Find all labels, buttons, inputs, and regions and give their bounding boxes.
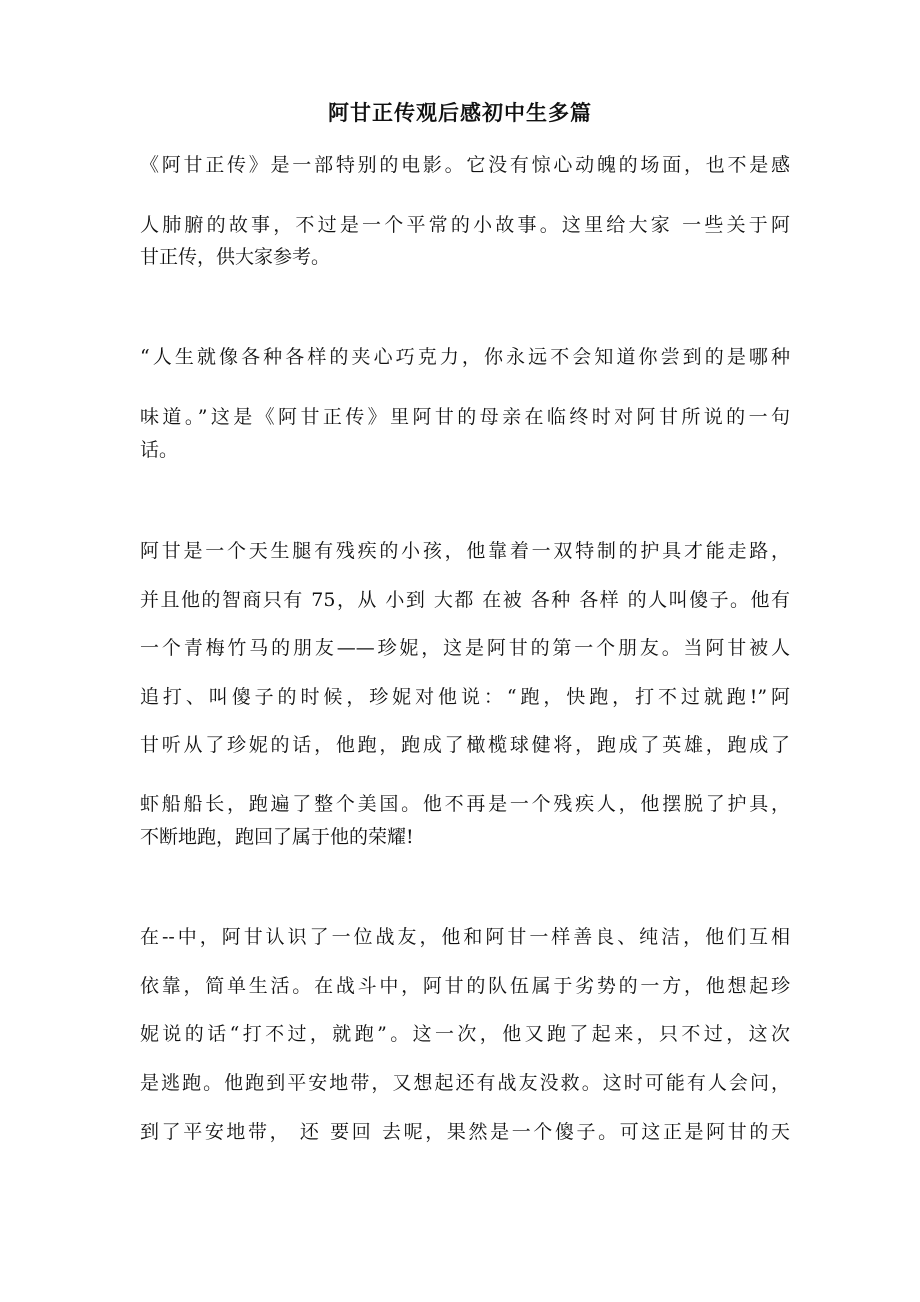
paragraph-3-line-2: 并且他的智商只有 75，从 小到 大都 在被 各种 各样 的人叫傻子。他有 [140, 589, 790, 611]
paragraph-1-line-1: 《阿甘正传》是一部特别的电影。它没有惊心动魄的场面，也不是感 [140, 154, 790, 176]
paragraph-3-line-6: 虾船船长，跑遍了整个美国。他不再是一个残疾人，他摆脱了护具， [140, 793, 790, 815]
paragraph-3-line-3: 一个青梅竹马的朋友——珍妮，这是阿甘的第一个朋友。当阿甘被人 [140, 637, 790, 659]
paragraph-2-line-3: 话。 [140, 439, 179, 461]
paragraph-3-line-5: 甘听从了珍妮的话，他跑，跑成了橄榄球健将，跑成了英雄，跑成了 [140, 734, 790, 756]
paragraph-4-line-4: 是逃跑。他跑到平安地带，又想起还有战友没救。这时可能有人会问， [140, 1072, 790, 1094]
paragraph-3-line-1: 阿甘是一个天生腿有残疾的小孩，他靠着一双特制的护具才能走路， [140, 540, 790, 562]
paragraph-4-line-3: 妮说的话“打不过，就跑”。这一次，他又跑了起来，只不过，这次 [140, 1023, 790, 1045]
paragraph-4-line-1: 在--中，阿甘认识了一位战友，他和阿甘一样善良、纯洁，他们互相 [140, 926, 790, 948]
paragraph-3-line-7: 不断地跑，跑回了属于他的荣耀! [140, 826, 414, 848]
paragraph-1-line-3: 甘正传，供大家参考。 [140, 246, 331, 268]
paragraph-1-line-2: 人肺腑的故事，不过是一个平常的小故事。这里给大家 一些关于阿 [140, 214, 790, 236]
paragraph-4-line-2: 依靠，简单生活。在战斗中，阿甘的队伍属于劣势的一方，他想起珍 [140, 975, 790, 997]
paragraph-4-line-5: 到了平安地带， 还 要回 去呢，果然是一个傻子。可这正是阿甘的天 [140, 1121, 790, 1143]
paragraph-3-line-4: 追打、叫傻子的时候，珍妮对他说：“跑，快跑，打不过就跑!”阿 [140, 686, 790, 708]
paragraph-2-line-1: “人生就像各种各样的夹心巧克力，你永远不会知道你尝到的是哪种 [140, 346, 790, 368]
paragraph-2-line-2: 味道。”这是《阿甘正传》里阿甘的母亲在临终时对阿甘所说的一句 [140, 406, 790, 428]
document-title: 阿甘正传观后感初中生多篇 [328, 101, 592, 125]
